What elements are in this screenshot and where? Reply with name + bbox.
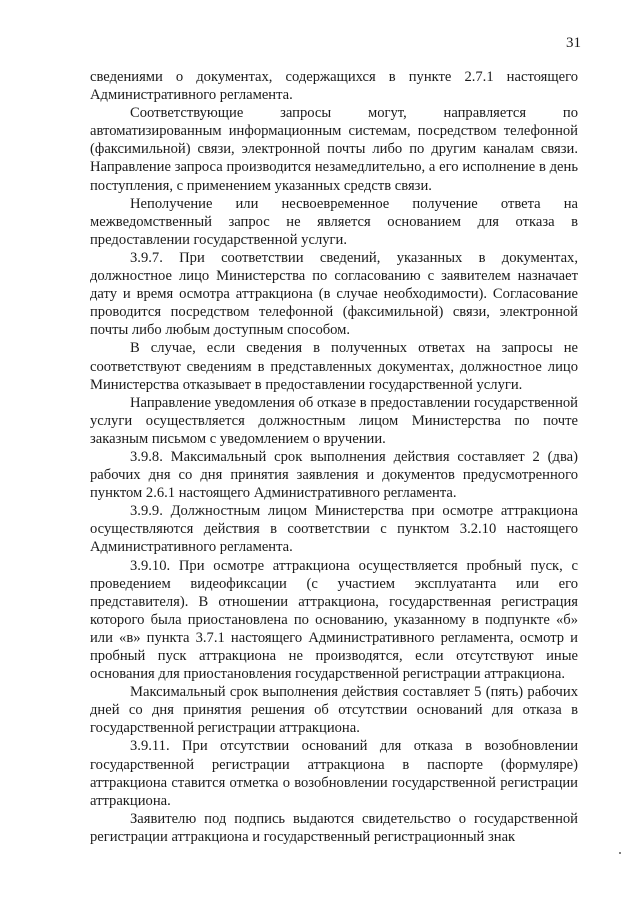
paragraph-max-term: Максимальный срок выполнения действия составляет 5 (пять) рабочих дней со дня принятия решения об отсутствии оснований для отказа в государственной регистрации аттракциона. <box>90 684 578 737</box>
paragraph-3-9-11: 3.9.11. При отсутствии оснований для отказа в возобновлении государственной регистрации аттракциона в паспорте (формуляре) аттракциона ставится отметка о возобновлении государственной регистрации аттракциона. <box>90 738 578 809</box>
paragraph-requests-channels: Соответствующие запросы могут, направляется по автоматизированным информационным системам, посредством телефонной (факсимильной) связи, электронной почты либо по другим каналам связи. Направление запроса производится незамедлительно, а его исполнение в день поступления, с применением указанных средств связи. <box>90 105 578 194</box>
paragraph-3-9-8: 3.9.8. Максимальный срок выполнения действия составляет 2 (два) рабочих дня со дня принятия заявления и документов предусмотренного пунктом 2.6.1 настоящего Административного регламента. <box>90 448 578 502</box>
paragraph-non-receipt: Неполучение или несвоевременное получение ответа на межведомственный запрос не является основанием для отказа в предоставлении государственной услуги. <box>90 195 578 248</box>
paragraph-refusal-notice: Направление уведомления об отказе в предоставлении государственной услуги осуществляется должностным лицом Министерства по почте заказным письмом с уведомлением о вручении. <box>90 394 578 447</box>
page-number: 31 <box>566 35 581 51</box>
paragraph-3-9-7: 3.9.7. При соответствии сведений, указанных в документах, должностное лицо Министерства по согласованию с заявителем назначает дату и время осмотра аттракциона (в случае необходимости). Согласование проводится посредством телефонной (факсимильной) связи, электронной почты либо любым доступным способом. <box>90 249 578 339</box>
scan-speck <box>619 852 621 854</box>
paragraph-certificate: Заявителю под подпись выдаются свидетельство о государственной регистрации аттракциона и государственный регистрационный знак <box>90 810 578 845</box>
paragraph-mismatch: В случае, если сведения в полученных ответах на запросы не соответствуют сведениям в представленных документах, должностное лицо Министерства отказывает в предоставлении государственной услуги. <box>90 340 578 393</box>
paragraph-3-9-9: 3.9.9. Должностным лицом Министерства при осмотре аттракциона осуществляются действия в соответствии с пунктом 3.2.10 настоящего Административного регламента. <box>90 503 578 556</box>
paragraph-continuation: сведениями о документах, содержащихся в пункте 2.7.1 настоящего Административного регламента. <box>90 69 578 104</box>
body-text <box>90 68 578 846</box>
paragraph-3-9-10: 3.9.10. При осмотре аттракциона осуществляется пробный пуск, с проведением видеофиксации (с участием эксплуатанта или его представителя). В отношении аттракциона, государственная регистрация которого была приостановлена по основанию, указанному в подпункте «б» или «в» пункта 3.7.1 настоящего Административного регламента, осмотр и пробный пуск аттракциона не производятся, если отсутствуют иные основания для приостановления государственной регистрации аттракциона. <box>90 557 578 683</box>
